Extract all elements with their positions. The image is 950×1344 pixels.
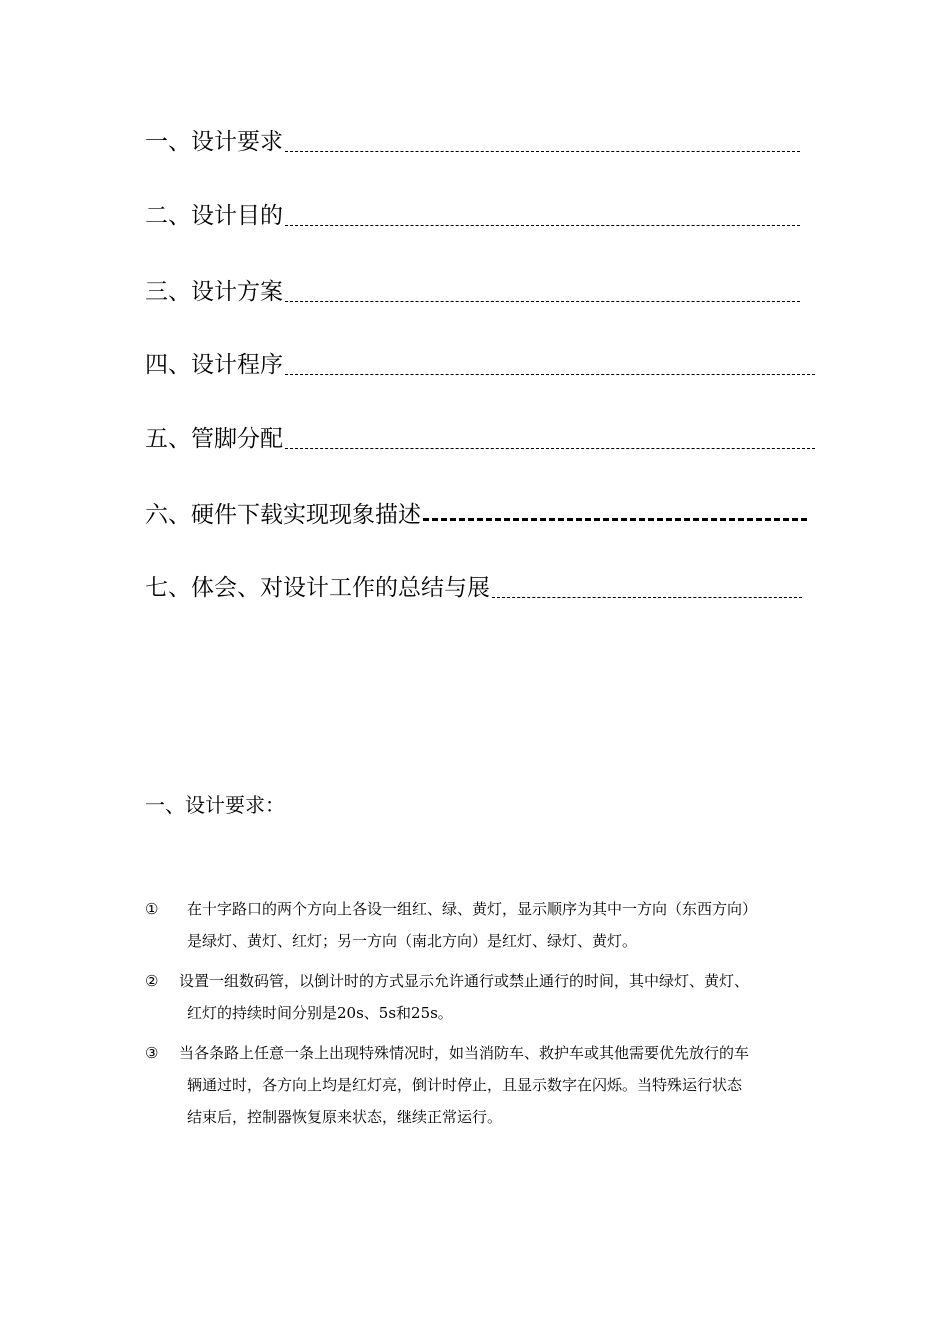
list-item-text-line: 设置一组数码管，以倒计时的方式显示允许通行或禁止通行的时间，其中绿灯、黄灯、 [179, 972, 750, 990]
toc-dot-leader [285, 224, 800, 226]
toc-entry-6[interactable] [145, 490, 807, 530]
toc-entry-4[interactable] [145, 340, 815, 380]
toc-entry-1[interactable] [145, 117, 800, 157]
section-heading: 一、设计要求： [145, 793, 285, 817]
list-item-text-line: 在十字路口的两个方向上各设一组红、绿、黄灯，显示顺序为其中一方向（东西方向） [187, 900, 758, 918]
toc-entry-label: 七、体会、对设计工作的总结与展 [145, 575, 490, 601]
toc-entry-label: 二、设计目的 [145, 203, 283, 229]
list-item [145, 965, 820, 1029]
toc-dot-leader [492, 596, 802, 598]
list-marker: ③ [145, 1044, 159, 1062]
list-item-text-line: 结束后，控制器恢复原来状态，继续正常运行。 [187, 1108, 503, 1126]
requirements-list [145, 893, 820, 1141]
toc-entry-label: 一、设计要求 [145, 129, 283, 155]
toc-entry-7[interactable] [145, 563, 802, 603]
toc-entry-label: 六、硬件下载实现现象描述 [145, 502, 421, 528]
toc-entry-5[interactable] [145, 414, 815, 454]
toc-dot-leader [423, 517, 807, 521]
list-item-text-line: 辆通过时，各方向上均是红灯亮，倒计时停止，且显示数字在闪烁。当特殊运行状态 [187, 1076, 743, 1094]
toc-dot-leader [285, 300, 800, 302]
toc-dot-leader [285, 373, 815, 375]
toc-dot-leader [285, 447, 815, 449]
list-marker: ② [145, 972, 159, 990]
list-item [145, 1037, 820, 1133]
toc-entry-label: 三、设计方案 [145, 279, 283, 305]
toc-entry-label: 五、管脚分配 [145, 426, 283, 452]
toc-entry-2[interactable] [145, 191, 800, 231]
toc-entry-3[interactable] [145, 267, 800, 307]
list-item [145, 893, 820, 957]
list-item-text-line: 是绿灯、黄灯、红灯；另一方向（南北方向）是红灯、绿灯、黄灯。 [187, 932, 638, 950]
toc-entry-label: 四、设计程序 [145, 352, 283, 378]
list-marker: ① [145, 900, 159, 918]
list-item-text-line: 当各条路上任意一条上出现特殊情况时，如当消防车、救护车或其他需要优先放行的车 [179, 1044, 750, 1062]
toc-dot-leader [285, 150, 800, 152]
list-item-text-line: 红灯的持续时间分别是20s、5s和25s。 [187, 1004, 453, 1022]
